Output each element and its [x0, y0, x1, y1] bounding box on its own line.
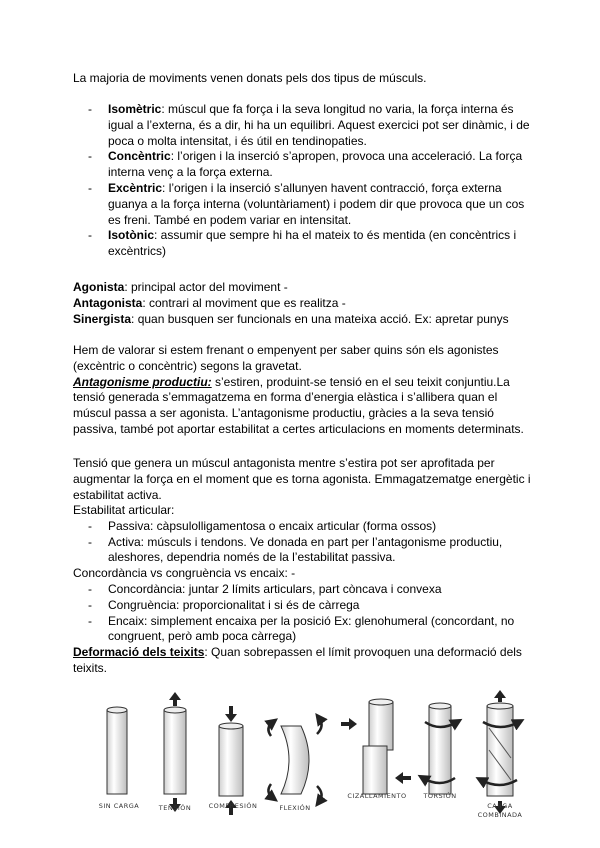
list-item: - Passiva: càpsulolligamentosa o encaix articular (forma ossos) — [73, 519, 535, 535]
definition: : quan busquen ser funcionals en una mateixa acció. Ex: apretar punys — [131, 311, 509, 326]
term-deformacio: Deformació dels teixits — [73, 645, 205, 660]
term-isotonic: Isotònic — [108, 228, 155, 243]
term-isometric: Isomètric — [108, 102, 162, 116]
label-combinada: COMBINADA — [477, 811, 523, 819]
list-item — [73, 149, 535, 181]
antagonisme-section — [73, 343, 535, 438]
arrow-up-icon — [494, 690, 506, 702]
definition: s’estiren, produint-se tensió en el seu teixit conjuntiu.La tensió generada s’emmagatzema en forma d’energia elàstica i s’allibera quan el múscul passa a ser agonista. L’antagonisme productiu, gràcies a la seva tensió passiva, també pot aportar estabilitat a certes articulacions en moments determinats. — [73, 374, 524, 436]
list-item: - Congruència: proporcionalitat i si és de càrrega — [73, 598, 535, 614]
cylinder-flexion — [268, 718, 321, 802]
term-concentric: Concèntric — [108, 149, 171, 164]
cylinder-combined — [481, 690, 519, 814]
list-item — [73, 181, 535, 228]
role-line — [73, 312, 535, 328]
label-sin-carga: SIN CARGA — [98, 802, 140, 810]
cylinder-shear — [341, 699, 411, 794]
estabilitat-heading: Estabilitat articular: — [73, 503, 175, 517]
list-item — [73, 228, 535, 260]
definition: : l’origen i la inserció s’allunyen havent contracció, força externa guanya a la força interna (voluntàriament) i podem dir que provoca que un cos es freni. També en podem variar en intensitat. — [108, 180, 525, 227]
arrow-up-icon — [169, 692, 181, 706]
deformacio-paragraph — [73, 645, 535, 677]
list-item: - Concordància: juntar 2 límits articulars, part còncava i convexa — [73, 582, 535, 598]
label-compresion: COMPRESIÓN — [208, 802, 258, 810]
intro-text: La majoria de moviments venen donats pels dos tipus de músculs. — [73, 71, 427, 85]
definition: : assumir que sempre hi ha el mateix to és mentida (en concèntrics i excèntrics) — [108, 228, 517, 259]
list-item: - Encaix: simplement encaixa per la posició Ex: glenohumeral (concordant, no congruent, però amb poca càrrega) — [73, 614, 535, 646]
definition: : contrari al moviment que es realitza - — [142, 295, 346, 310]
label-carga: CARGA — [487, 802, 513, 810]
concordancia-list — [73, 582, 535, 645]
term-antagonista: Antagonista — [73, 295, 143, 310]
label-tension: TENSIÓN — [158, 804, 192, 812]
role-line — [73, 280, 535, 296]
definition: : l’origen i la inserció s’apropen, provoca una acceleració. La força interna venç a la força externa. — [108, 149, 523, 180]
cylinder-tension — [164, 692, 186, 812]
definition: : principal actor del moviment - — [124, 280, 288, 294]
label-flexion: FLEXIÓN — [279, 804, 311, 812]
term-sinergista: Sinergista — [73, 311, 132, 326]
deformation-figure — [85, 688, 545, 828]
cylinder-no-load — [107, 707, 127, 794]
estabilitat-section — [73, 503, 535, 677]
term-eccentric: Excèntric — [108, 180, 163, 195]
term-antagonisme-productiu: Antagonisme productiu: — [73, 374, 212, 389]
muscle-roles — [73, 280, 535, 327]
estabilitat-list — [73, 519, 535, 566]
role-line — [73, 296, 535, 312]
list-item — [73, 102, 535, 149]
label-cizallamiento: CIZALLAMIENTO — [347, 792, 407, 800]
arrow-down-icon — [225, 706, 237, 722]
definition: : múscul que fa força i la seva longitud no varia, la força interna és igual a l’externa, és a dir, hi ha un equilibri. Aquest exercici pot ser dinàmic, i de poca o molta intensitat, i és útil en tendinopaties. — [108, 102, 530, 148]
label-torsion: TORSIÓN — [423, 792, 457, 800]
tension-paragraph: Tensió que genera un múscul antagonista mentre s’estira pot ser aprofitada per augmentar la força en el moment que es torna agonista. Emmagatzematge energètic i estabilitat activa. — [73, 456, 531, 502]
antagonisme-paragraph — [73, 375, 535, 438]
list-item: - Activa: músculs i tendons. Ve donada en part per l’antagonisme productiu, aleshores, dependria només de la l’estabilitat passiva. — [73, 535, 535, 567]
cylinder-compression — [219, 706, 243, 815]
gravity-paragraph: Hem de valorar si estem frenant o empenyent per saber quins són els agonistes (excèntric o concèntric) segons la gravetat. — [73, 343, 499, 373]
definition: : Quan sobrepassen el límit provoquen una deformació dels teixits. — [73, 645, 522, 675]
muscle-types-list — [73, 102, 535, 260]
cylinder-torsion — [423, 703, 457, 794]
arrow-right-icon — [341, 718, 357, 730]
concordancia-heading: Concordància vs congruència vs encaix: - — [73, 566, 296, 581]
term-agonista: Agonista — [73, 280, 125, 294]
arrow-left-icon — [395, 772, 411, 784]
